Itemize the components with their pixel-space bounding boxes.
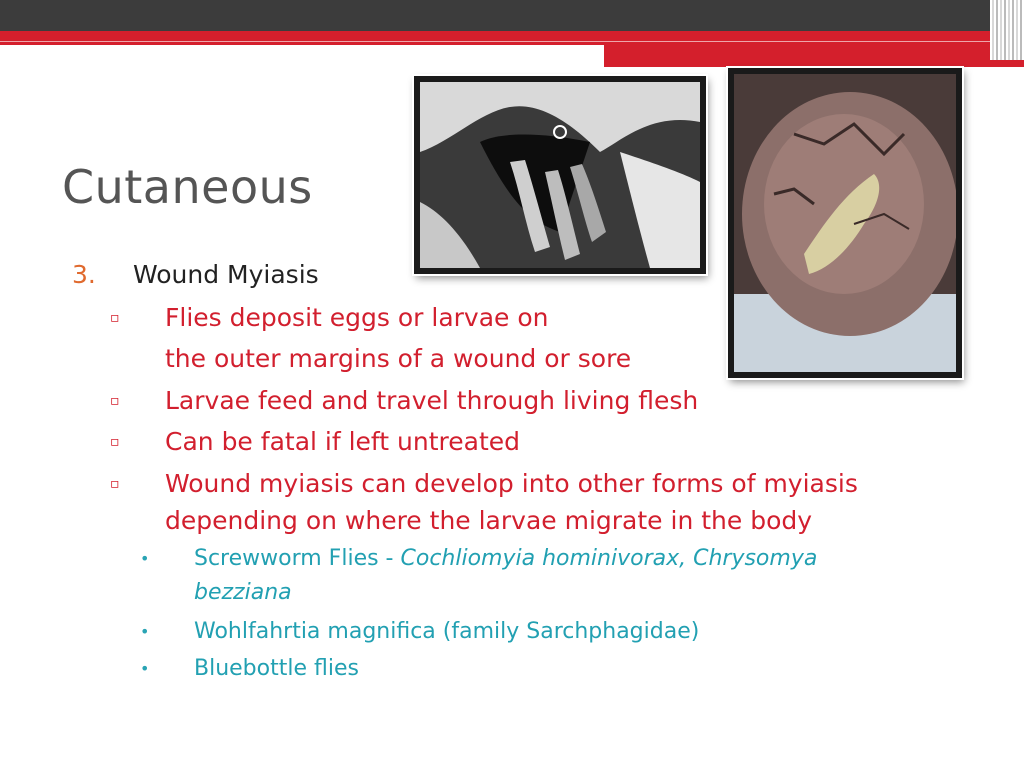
wound-photo-color: [728, 68, 962, 378]
corner-stripes: [990, 0, 1024, 60]
sub-sub-bullet-icon: •: [140, 659, 150, 678]
sub-list-item: Screwworm Flies - Cochliomyia hominivorax, Chrysomya: [194, 546, 818, 571]
sub-list-item: Bluebottle flies: [194, 656, 359, 681]
list-item-heading: Wound Myiasis: [133, 260, 319, 289]
sub-list-item-continued: bezziana: [194, 580, 292, 605]
red-accent-band: [0, 31, 1024, 45]
slide-title: Cutaneous: [62, 160, 313, 214]
list-number: 3.: [72, 260, 96, 289]
list-item-continued: depending on where the larvae migrate in the body: [165, 506, 813, 535]
list-item: Flies deposit eggs or larvae on: [165, 303, 549, 332]
sub-bullet-icon: ▫: [110, 310, 120, 326]
red-accent-band-right: [604, 45, 1024, 67]
list-item-continued: the outer margins of a wound or sore: [165, 344, 632, 373]
sub-list-item: Wohlfahrtia magnifica (family Sarchphagidae): [194, 619, 700, 644]
top-bar: [0, 0, 1024, 31]
list-item: Wound myiasis can develop into other forms of myiasis: [165, 469, 858, 498]
sub-bullet-icon: ▫: [110, 434, 120, 450]
sub-sub-bullet-icon: •: [140, 622, 150, 641]
list-item: Can be fatal if left untreated: [165, 427, 521, 456]
wound-photo-bw: [414, 76, 706, 274]
sub-bullet-icon: ▫: [110, 393, 120, 409]
sub-bullet-icon: ▫: [110, 476, 120, 492]
list-item: Larvae feed and travel through living flesh: [165, 386, 699, 415]
sub-sub-bullet-icon: •: [140, 549, 150, 568]
